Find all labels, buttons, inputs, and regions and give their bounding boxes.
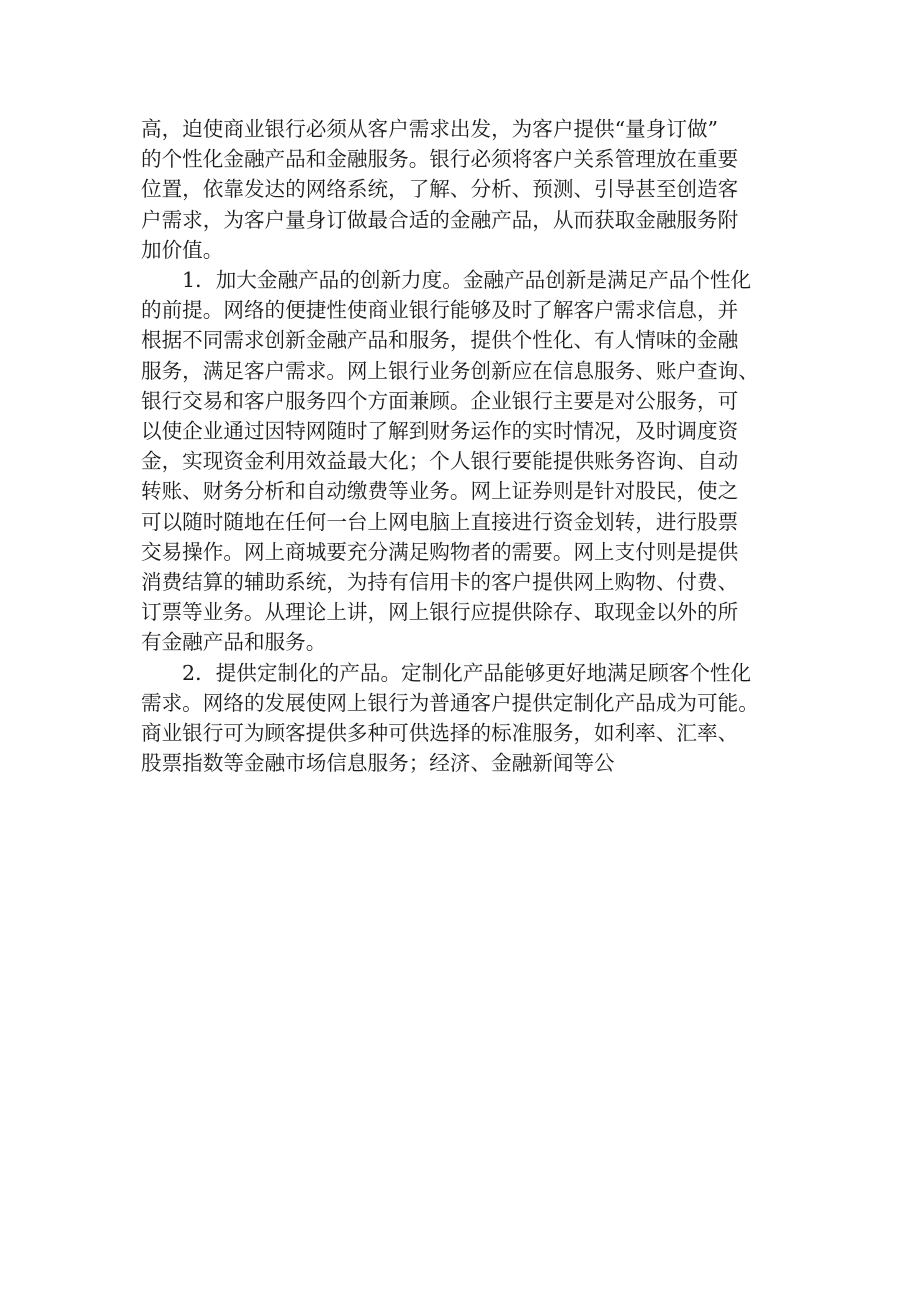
paragraph-3 [141, 658, 781, 779]
text-line: 股票指数等金融市场信息服务；经济、金融新闻等公 [141, 751, 615, 776]
text-line: 服务，满足客户需求。网上银行业务创新应在信息服务、账户查询、 [141, 358, 759, 383]
text-line: 转账、财务分析和自动缴费等业务。网上证券则是针对股民，使之 [141, 479, 739, 504]
text-line: 订票等业务。从理论上讲，网上银行应提供除存、取现金以外的所 [141, 600, 739, 625]
text-line: 银行交易和客户服务四个方面兼顾。企业银行主要是对公服务，可 [141, 388, 739, 413]
text-line: 1．加大金融产品的创新力度。金融产品创新是满足产品个性化 [182, 268, 752, 293]
text-line: 可以随时随地在任何一台上网电脑上直接进行资金划转，进行股票 [141, 509, 739, 534]
text-line: 金，实现资金利用效益最大化；个人银行要能提供账务咨询、自动 [141, 449, 739, 474]
text-line: 以使企业通过因特网随时了解到财务运作的实时情况，及时调度资 [141, 419, 739, 444]
paragraph-2 [141, 265, 781, 658]
text-line: 位置，依靠发达的网络系统，了解、分析、预测、引导甚至创造客 [141, 177, 739, 202]
text-line: 的前提。网络的便捷性使商业银行能够及时了解客户需求信息，并 [141, 298, 739, 323]
text-line: 加价值。 [141, 237, 224, 262]
text-line: 交易操作。网上商城要充分满足购物者的需要。网上支付则是提供 [141, 539, 739, 564]
body-text [141, 114, 781, 778]
text-line: 根据不同需求创新金融产品和服务，提供个性化、有人情味的金融 [141, 328, 739, 353]
text-line: 2．提供定制化的产品。定制化产品能够更好地满足顾客个性化 [182, 660, 752, 685]
text-line: 有金融产品和服务。 [141, 630, 327, 655]
paragraph-1 [141, 114, 781, 265]
text-line: 的个性化金融产品和金融服务。银行必须将客户关系管理放在重要 [141, 147, 739, 172]
text-line: 消费结算的辅助系统，为持有信用卡的客户提供网上购物、付费、 [141, 570, 739, 595]
text-line: 需求。网络的发展使网上银行为普通客户提供定制化产品成为可能。 [141, 690, 759, 715]
text-line: 商业银行可为顾客提供多种可供选择的标准服务，如利率、汇率、 [141, 721, 739, 746]
text-line: 高，迫使商业银行必须从客户需求出发，为客户提供“量身订做” [141, 117, 719, 141]
text-line: 户需求，为客户量身订做最合适的金融产品，从而获取金融服务附 [141, 207, 739, 232]
